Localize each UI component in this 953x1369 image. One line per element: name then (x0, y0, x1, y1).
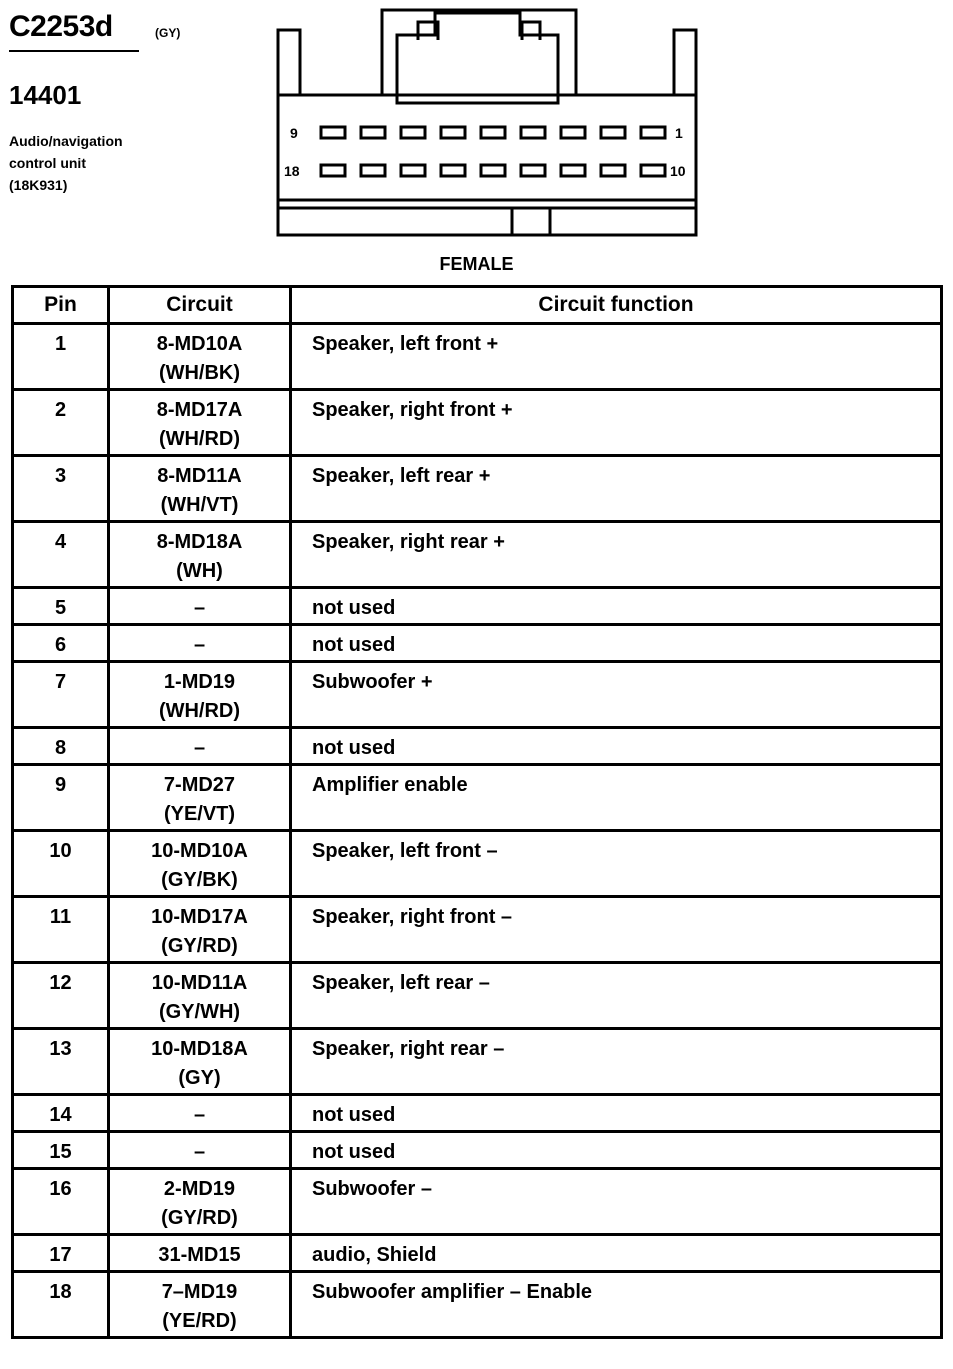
table-body (13, 324, 942, 1338)
pin-number: 10 (13, 831, 109, 897)
table-row (13, 324, 942, 390)
circuit-function: Speaker, left front – (291, 831, 942, 897)
wire-color: (WH/VT) (160, 494, 239, 516)
pin-cavities (321, 127, 665, 176)
pin-number: 6 (13, 625, 109, 662)
circuit-function: not used (291, 1132, 942, 1169)
table-row (13, 588, 942, 625)
circuit-cell (109, 390, 291, 456)
pin-number: 17 (13, 1235, 109, 1272)
circuit-function: Speaker, left rear + (291, 456, 942, 522)
wire-color: (WH) (176, 560, 223, 582)
pinout-table (11, 285, 943, 1339)
pin-number: 11 (13, 897, 109, 963)
table-row (13, 1095, 942, 1132)
table-row (13, 831, 942, 897)
circuit-number: 10-MD17A (151, 906, 248, 928)
table-row (13, 1132, 942, 1169)
wire-color: (GY) (178, 1067, 221, 1089)
table-header-row (13, 287, 942, 324)
circuit-cell (109, 831, 291, 897)
circuit-number: – (193, 634, 206, 656)
circuit-number: 8-MD10A (156, 333, 243, 355)
pin-label-1: 1 (675, 125, 683, 141)
pin-number: 15 (13, 1132, 109, 1169)
circuit-cell (109, 1095, 291, 1132)
table-row (13, 522, 942, 588)
pin-number: 14 (13, 1095, 109, 1132)
circuit-function: not used (291, 728, 942, 765)
circuit-cell (109, 963, 291, 1029)
pin-number: 3 (13, 456, 109, 522)
wire-color: (GY/RD) (161, 935, 238, 957)
circuit-function: audio, Shield (291, 1235, 942, 1272)
table-row (13, 1272, 942, 1338)
circuit-function: Speaker, right front – (291, 897, 942, 963)
wire-color: (GY/WH) (158, 1001, 241, 1023)
table-row (13, 897, 942, 963)
circuit-function: Speaker, right rear – (291, 1029, 942, 1095)
pin-label-9: 9 (290, 125, 298, 141)
pin-number: 9 (13, 765, 109, 831)
circuit-cell (109, 588, 291, 625)
wire-color: (YE/RD) (162, 1310, 237, 1332)
circuit-number: 8-MD18A (156, 531, 243, 553)
circuit-number: 8-MD11A (157, 465, 242, 487)
pin-number: 1 (13, 324, 109, 390)
component-description (9, 130, 123, 196)
circuit-function: Subwoofer + (291, 662, 942, 728)
circuit-number: – (193, 597, 206, 619)
table-row (13, 625, 942, 662)
wire-color: (WH/RD) (158, 700, 241, 722)
circuit-number: 7-MD27 (163, 774, 236, 796)
description-line: Audio/navigation (9, 133, 123, 149)
wire-color: (GY/BK) (161, 869, 238, 891)
circuit-cell (109, 1272, 291, 1338)
pin-label-10: 10 (670, 163, 686, 179)
wire-color: (GY/RD) (161, 1207, 238, 1229)
circuit-cell (109, 1169, 291, 1235)
circuit-number: 10-MD18A (151, 1038, 248, 1060)
table-row (13, 728, 942, 765)
column-header-pin: Pin (13, 287, 109, 324)
wire-color: (WH/RD) (158, 428, 241, 450)
circuit-cell (109, 897, 291, 963)
circuit-number: 31-MD15 (158, 1244, 241, 1266)
table-row (13, 662, 942, 728)
title-underline (9, 50, 139, 52)
circuit-number: 2-MD19 (163, 1178, 236, 1200)
table-row (13, 1169, 942, 1235)
circuit-function: Subwoofer – (291, 1169, 942, 1235)
table-row (13, 456, 942, 522)
connector-color: (GY) (155, 26, 181, 40)
pin-number: 16 (13, 1169, 109, 1235)
table-row (13, 1235, 942, 1272)
description-line: control unit (9, 155, 86, 171)
circuit-number: 8-MD17A (156, 399, 243, 421)
connector-gender-label: FEMALE (439, 254, 514, 274)
pin-number: 4 (13, 522, 109, 588)
circuit-number: – (193, 1141, 206, 1163)
pin-number: 5 (13, 588, 109, 625)
table-row (13, 765, 942, 831)
pin-label-18: 18 (284, 163, 300, 179)
column-header-circuit: Circuit (109, 287, 291, 324)
circuit-function: not used (291, 1095, 942, 1132)
circuit-cell (109, 662, 291, 728)
circuit-function: Speaker, left front + (291, 324, 942, 390)
pin-number: 8 (13, 728, 109, 765)
circuit-cell (109, 728, 291, 765)
circuit-cell (109, 765, 291, 831)
pin-number: 13 (13, 1029, 109, 1095)
circuit-function: not used (291, 625, 942, 662)
circuit-cell (109, 456, 291, 522)
table-row (13, 390, 942, 456)
pin-number: 12 (13, 963, 109, 1029)
description-line: (18K931) (9, 177, 68, 193)
column-header-circuit-function: Circuit function (291, 287, 942, 324)
circuit-cell (109, 1132, 291, 1169)
circuit-cell (109, 522, 291, 588)
connector-face-diagram (270, 0, 710, 245)
circuit-function: Speaker, right front + (291, 390, 942, 456)
pin-number: 2 (13, 390, 109, 456)
wire-color: (WH/BK) (158, 362, 241, 384)
circuit-cell (109, 1235, 291, 1272)
table-row (13, 1029, 942, 1095)
circuit-function: not used (291, 588, 942, 625)
circuit-number: – (193, 737, 206, 759)
circuit-number: 10-MD10A (151, 840, 248, 862)
pin-number: 18 (13, 1272, 109, 1338)
circuit-number: 7–MD19 (161, 1281, 238, 1303)
pin-number: 7 (13, 662, 109, 728)
circuit-function: Subwoofer amplifier – Enable (291, 1272, 942, 1338)
circuit-function: Speaker, left rear – (291, 963, 942, 1029)
circuit-number: – (193, 1104, 206, 1126)
wire-color: (YE/VT) (163, 803, 236, 825)
circuit-cell (109, 625, 291, 662)
part-number: 14401 (9, 80, 82, 110)
circuit-function: Speaker, right rear + (291, 522, 942, 588)
table-row (13, 963, 942, 1029)
circuit-cell (109, 1029, 291, 1095)
circuit-number: 10-MD11A (151, 972, 248, 994)
circuit-number: 1-MD19 (163, 671, 236, 693)
circuit-function: Amplifier enable (291, 765, 942, 831)
circuit-cell (109, 324, 291, 390)
connector-id: C2253d (9, 10, 113, 43)
